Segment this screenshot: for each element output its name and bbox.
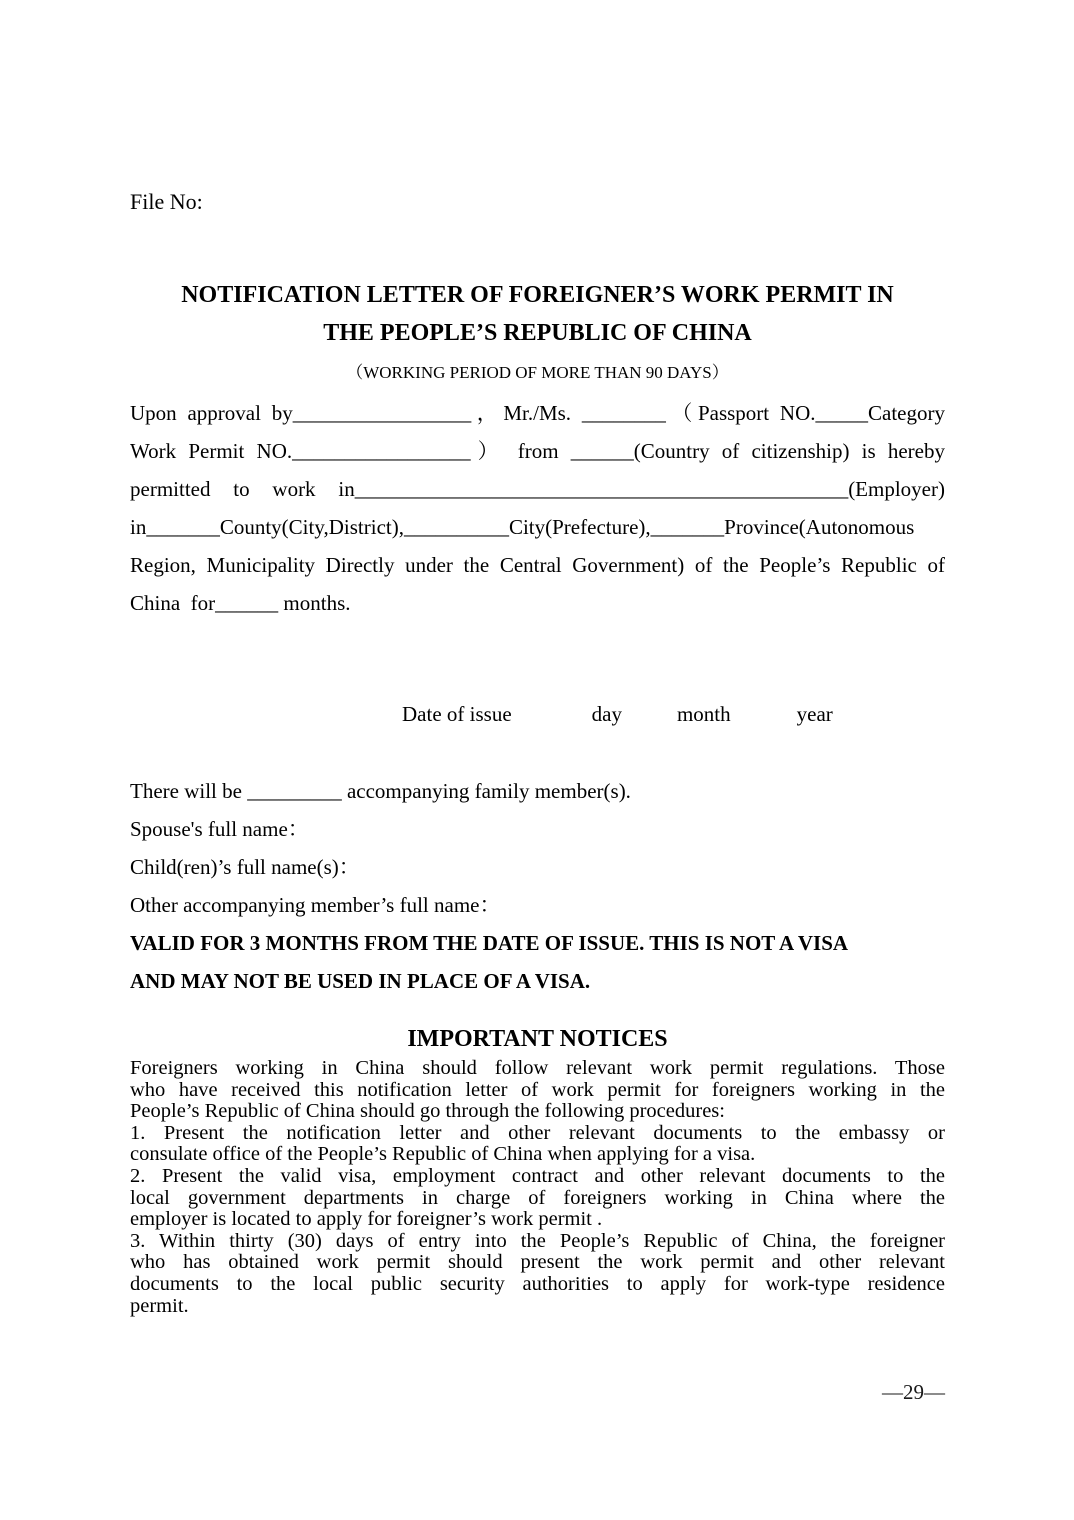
notice-line: 1. Present the notification letter and other relevant documents to the embassy or xyxy=(130,1121,945,1144)
children-name-line: Child(ren)’s full name(s)： xyxy=(130,855,360,879)
notice-line: documents to the local public security authorities to apply for work-type residence xyxy=(130,1272,945,1295)
body-line: in_______County(City,District),__________City(Prefecture),_______Province(Autonomous xyxy=(130,515,915,539)
title-line-2: THE PEOPLE’S REPUBLIC OF CHINA xyxy=(323,320,752,346)
other-member-line: Other accompanying member’s full name： xyxy=(130,893,501,917)
notice-line: who has obtained work permit should present the work permit and other relevant xyxy=(130,1251,945,1274)
working-period-subtitle: （WORKING PERIOD OF MORE THAN 90 DAYS） xyxy=(346,363,729,382)
important-notices-heading: IMPORTANT NOTICES xyxy=(407,1026,668,1052)
notice-line: employer is located to apply for foreigner’s work permit . xyxy=(130,1208,603,1231)
body-line: permitted to work in_______________________________________________(Employer) xyxy=(130,477,945,501)
title-line-1: NOTIFICATION LETTER OF FOREIGNER’S WORK PERMIT IN xyxy=(181,282,894,308)
spouse-name-line: Spouse's full name： xyxy=(130,817,309,841)
year-label: year xyxy=(796,702,833,726)
body-line: Region, Municipality Directly under the Central Government) of the People’s Republic of xyxy=(130,553,945,577)
approval-paragraph xyxy=(130,394,945,622)
notice-line: Foreigners working in China should follow relevant work permit regulations. Those xyxy=(130,1057,945,1079)
notice-line: People’s Republic of China should go through the following procedures: xyxy=(130,1100,725,1123)
family-section xyxy=(130,772,945,924)
notices-paragraphs xyxy=(130,1058,945,1317)
document-content xyxy=(130,0,945,1317)
month-label: month xyxy=(676,702,731,726)
body-line: Work Permit NO._________________） from ______(Country of citizenship) is hereby xyxy=(130,439,945,463)
notice-line: who have received this notification letter of work permit for foreigners working in the xyxy=(130,1078,945,1101)
document-title xyxy=(130,276,945,352)
page-number: —29— xyxy=(882,1380,945,1404)
body-line: China for______ months. xyxy=(130,591,351,615)
body-line: Upon approval by_________________，Mr./Ms. ________（Passport NO._____Category xyxy=(130,401,945,425)
file-no-label: File No: xyxy=(130,189,203,214)
date-of-issue-label: Date of issue xyxy=(402,702,512,726)
validity-line-1: VALID FOR 3 MONTHS FROM THE DATE OF ISSUE. THIS IS NOT A VISA xyxy=(130,931,849,955)
notice-line: 2. Present the valid visa, employment contract and other relevant documents to the xyxy=(130,1164,945,1187)
notice-line: 3. Within thirty (30) days of entry into the People’s Republic of China, the foreigner xyxy=(130,1229,945,1252)
notice-line: local government departments in charge of foreigners working in China where the xyxy=(130,1186,945,1209)
family-members-line: There will be _________ accompanying family member(s). xyxy=(130,779,631,803)
validity-line-2: AND MAY NOT BE USED IN PLACE OF A VISA. xyxy=(130,969,591,993)
notice-line: consulate office of the People’s Republic of China when applying for a visa. xyxy=(130,1143,756,1166)
date-of-issue-line xyxy=(130,698,945,730)
day-label: day xyxy=(591,702,622,726)
validity-notice xyxy=(130,924,945,1000)
notice-line: permit. xyxy=(130,1294,189,1317)
